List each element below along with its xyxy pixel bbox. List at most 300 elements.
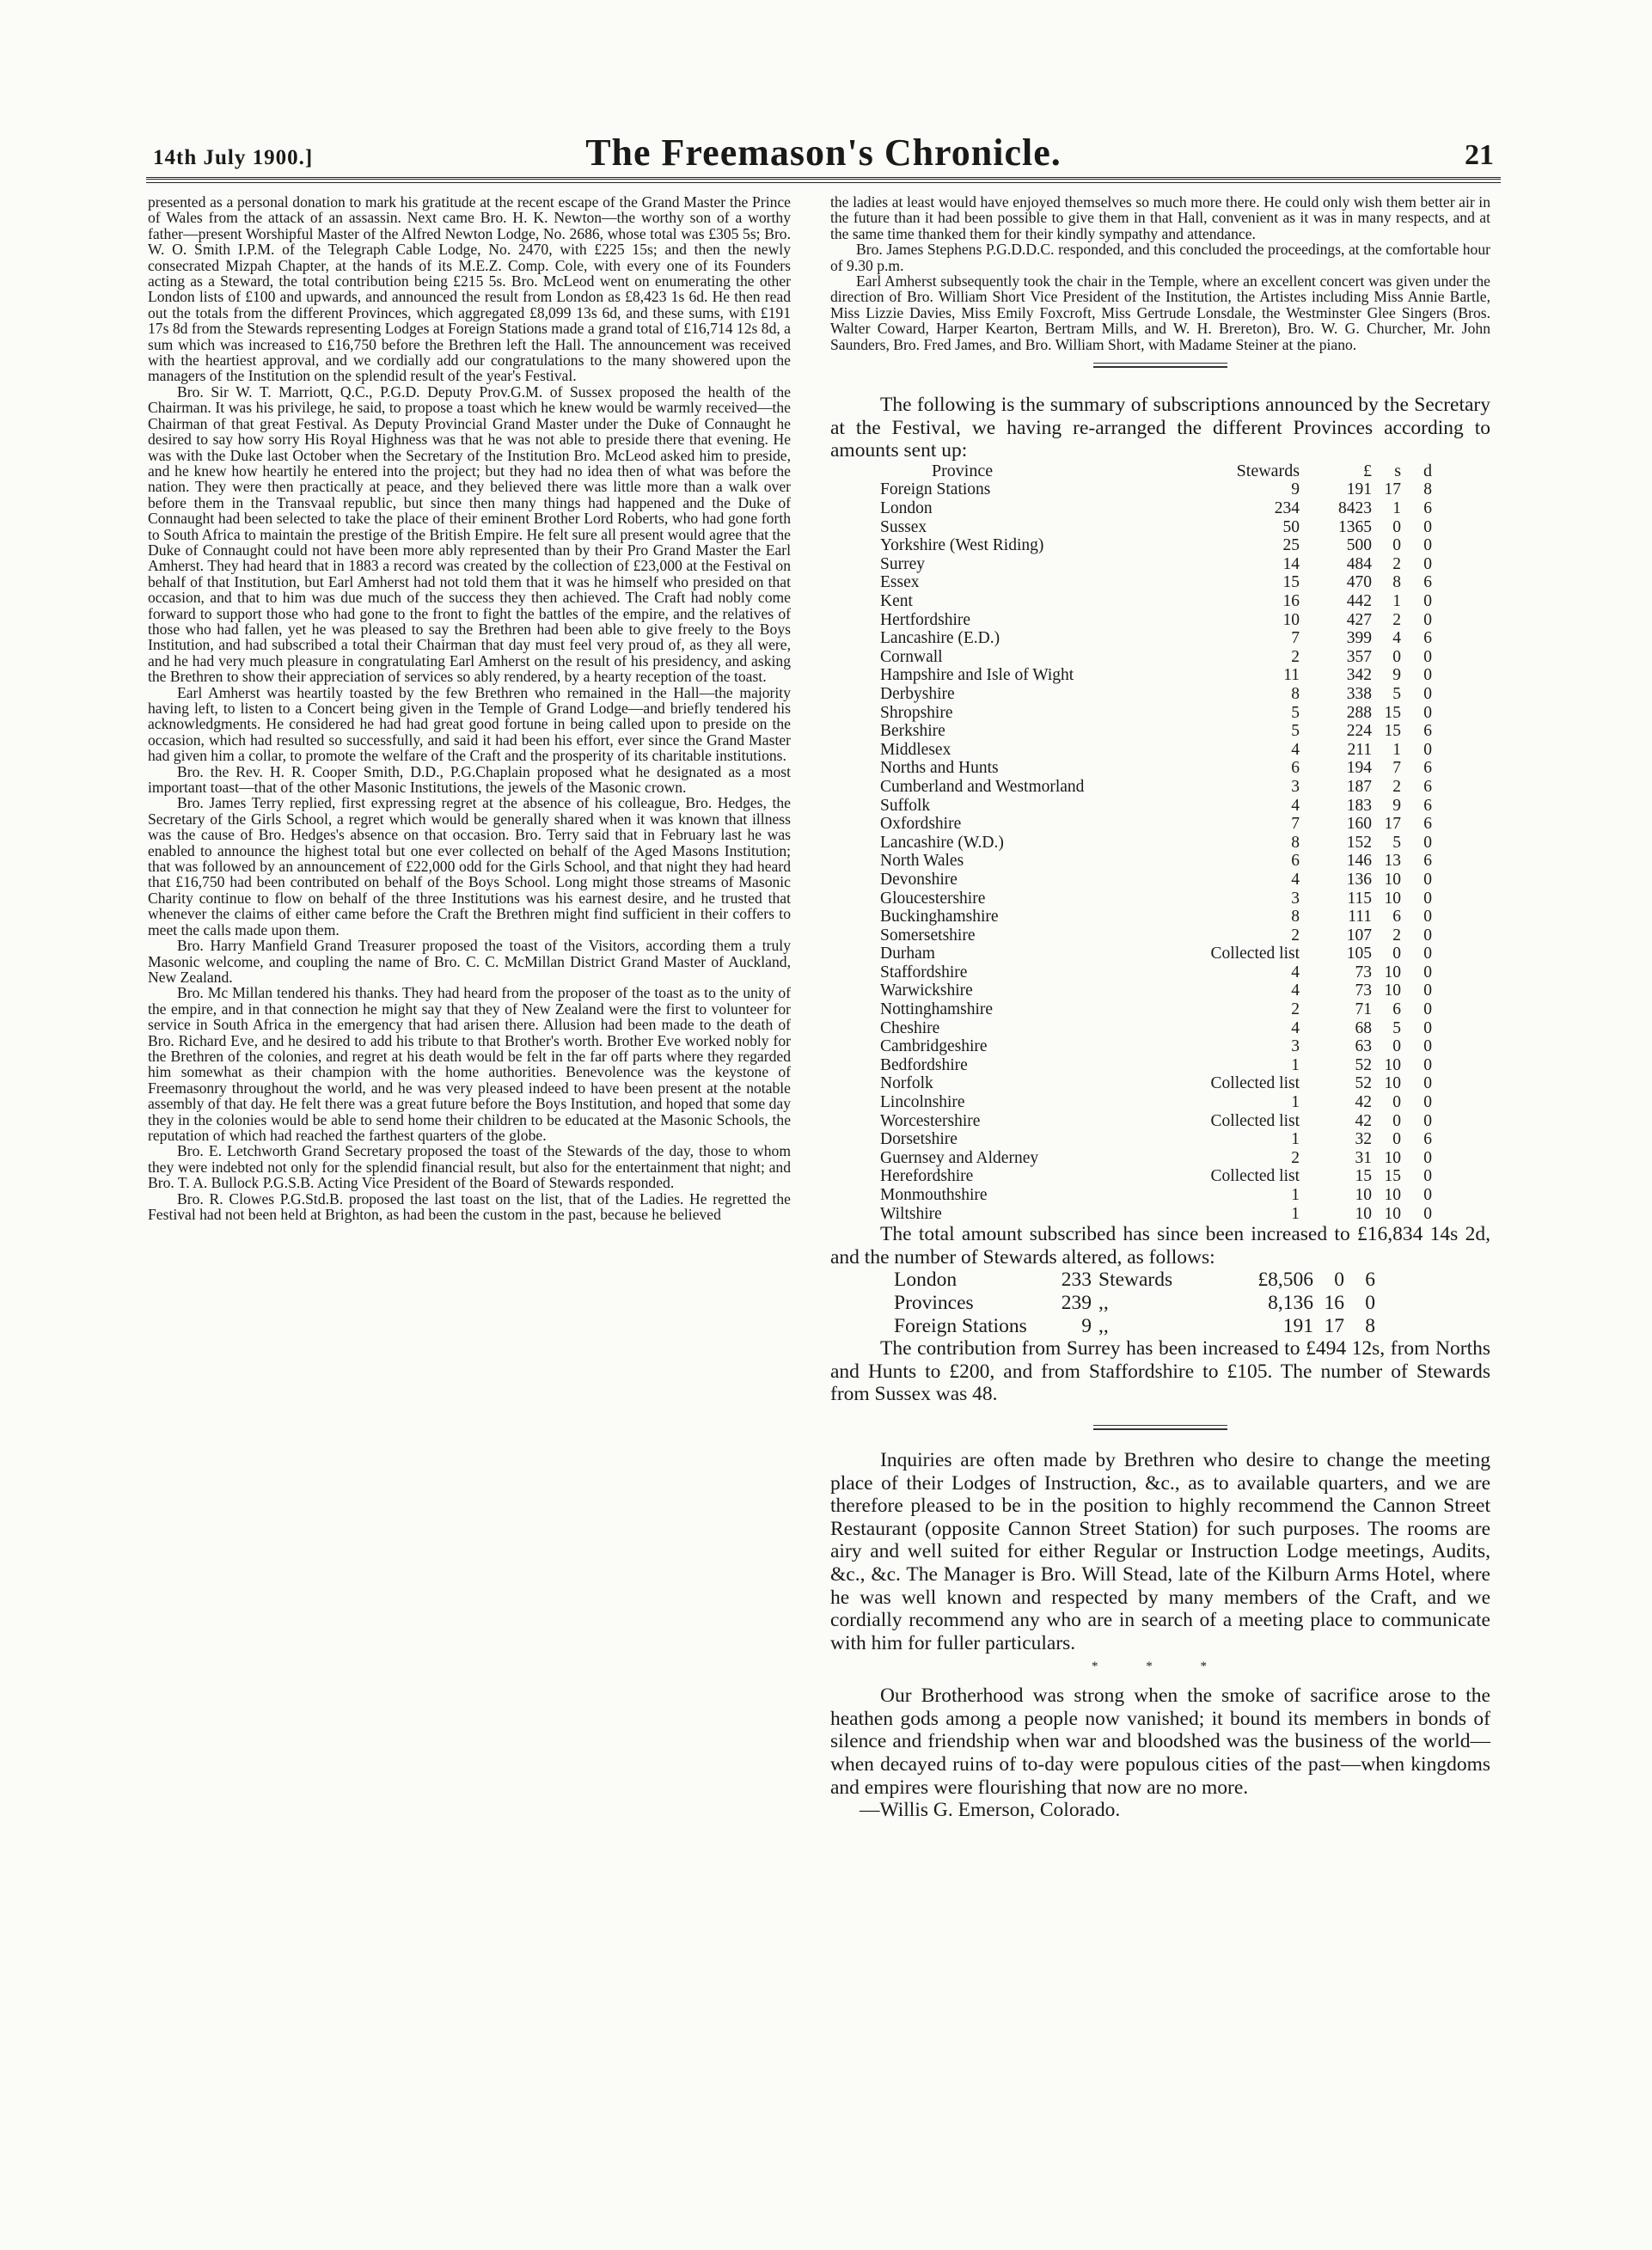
pounds-cell: 191 <box>1346 480 1372 499</box>
pence-cell: 8 <box>1423 480 1432 499</box>
subscription-row <box>880 797 1432 816</box>
header-shillings: s <box>1394 461 1401 480</box>
province-name: Durham <box>880 945 935 963</box>
summary-note-text: The contribution from Surrey has been increased to £494 12s, from Norths and Hunts to £200, and from Staffordshire to £105. The number of Stewards from Sussex was 48. <box>830 1337 1490 1406</box>
pence-cell: 0 <box>1423 1204 1432 1223</box>
article-paragraph: Earl Amherst was heartily toasted by the few Brethren who remained in the Hall—the majority having left, to listen to a Concert being given in the Temple of Grand Lodge—and briefly tendered his acknowledgments. He considered he had had great good fortune in being called upon to preside on the occasion, which had resulted so successfully, and said it had been his effort, ever since the Grand Master had given him a collar, to promote the welfare of the Craft and the prosperity of its charitable institutions. <box>148 683 791 765</box>
totals-unit: Stewards <box>1098 1269 1173 1292</box>
province-name: Gloucestershire <box>880 889 986 908</box>
pence-cell: 0 <box>1423 1037 1432 1056</box>
shillings-cell: 10 <box>1384 963 1401 981</box>
pounds-cell: 338 <box>1346 684 1372 703</box>
shillings-cell: 9 <box>1392 666 1401 685</box>
shillings-cell: 2 <box>1392 777 1401 796</box>
shillings-cell: 15 <box>1384 1167 1401 1186</box>
province-name: Middlesex <box>880 740 951 759</box>
article-paragraph: Bro. James Terry replied, first expressing regret at the absence of his colleague, Bro. Hedges, the Secretary of the Girls School, a regret which would be generally shared when it was known that illness was the cause of Bro. Hedges's absence on that occasion. Bro. Terry said that in February last he was enabled to announce the highest total but one ever collected on behalf of the Aged Masons Institution; that was followed by an announcement of £22,000 odd for the Girls School, and that night they had heard that £16,750 had been contributed on behalf of the Boys School. Long might those streams of Masonic Charity continue to flow on behalf of the three Institutions was his earnest desire, and he trusted that whenever the claims of either came before the Craft the Brethren might find sufficient in their coffers to meet the calls made upon them. <box>148 794 791 939</box>
shillings-cell: 9 <box>1392 796 1401 815</box>
pence-cell: 6 <box>1423 815 1432 834</box>
stewards-count: 50 <box>1282 517 1300 536</box>
pence-cell: 6 <box>1423 1130 1432 1149</box>
shillings-cell: 10 <box>1384 870 1401 889</box>
province-name: Hampshire and Isle of Wight <box>880 666 1074 685</box>
pounds-cell: 224 <box>1346 722 1372 741</box>
shillings-cell: 0 <box>1392 647 1401 666</box>
article-paragraph: Bro. James Stephens P.G.D.D.C. responded, and this concluded the proceedings, at the comfortable hour of 9.30 p.m. <box>830 241 1490 274</box>
pounds-cell: 288 <box>1346 703 1372 722</box>
province-name: Cornwall <box>880 647 943 666</box>
pence-cell: 6 <box>1423 499 1432 518</box>
totals-unit: ,, <box>1098 1314 1109 1337</box>
pounds-cell: 42 <box>1355 1093 1372 1112</box>
shillings-cell: 4 <box>1392 629 1401 648</box>
pounds-cell: 399 <box>1346 629 1372 648</box>
stewards-count: 5 <box>1291 722 1300 741</box>
stewards-count: 6 <box>1291 852 1300 871</box>
pence-cell: 0 <box>1423 610 1432 629</box>
stewards-count: Collected list <box>1210 945 1300 963</box>
stewards-count: 7 <box>1291 815 1300 834</box>
province-name: Lincolnshire <box>880 1093 965 1112</box>
pence-cell: 0 <box>1423 684 1432 703</box>
stewards-count: 2 <box>1291 647 1300 666</box>
province-name: Hertfordshire <box>880 610 971 629</box>
section-divider <box>1093 1425 1227 1430</box>
subscription-row <box>880 945 1432 963</box>
masthead-title: The Freemason's Chronicle. <box>585 131 1062 174</box>
shillings-cell: 1 <box>1392 592 1401 610</box>
shillings-cell: 10 <box>1384 889 1401 908</box>
province-name: Suffolk <box>880 796 931 815</box>
subscription-row <box>880 834 1432 853</box>
stewards-count: 1 <box>1291 1130 1300 1149</box>
shillings-cell: 0 <box>1392 1093 1401 1112</box>
summary-note <box>830 1337 1490 1406</box>
subscription-row <box>880 1093 1432 1112</box>
pence-cell: 6 <box>1423 777 1432 796</box>
subscription-row <box>880 741 1432 760</box>
totals-stewards: 233 <box>1061 1269 1092 1292</box>
province-name: Lancashire (W.D.) <box>880 833 1004 852</box>
subscription-row <box>880 1056 1432 1075</box>
article-paragraph: Earl Amherst subsequently took the chair in the Temple, where an excellent concert was given under the direction of Bro. William Short Vice President of the Institution, the Artistes including Miss Annie Bartle, Miss Lizzie Davies, Miss Emily Foxcroft, Miss Gertrude Lonsdale, the Westminster Glee Singers (Bros. Walter Coward, Harper Kearton, Bertram Mills, and W. H. Brereton), Bro. W. G. Churcher, Mr. John Saunders, Bro. Fred James, and Bro. William Short, with Madame Steiner at the piano. <box>830 272 1490 353</box>
pounds-cell: 15 <box>1355 1167 1372 1186</box>
subscription-row <box>880 871 1432 890</box>
pence-cell: 0 <box>1423 647 1432 666</box>
subscription-row <box>880 778 1432 797</box>
subscription-row <box>880 666 1432 685</box>
totals-unit: ,, <box>1098 1291 1109 1314</box>
shillings-cell: 17 <box>1384 815 1401 834</box>
pounds-cell: 111 <box>1348 908 1372 926</box>
pounds-cell: 211 <box>1347 740 1372 759</box>
stewards-count: 4 <box>1291 740 1300 759</box>
province-name: Guernsey and Alderney <box>880 1148 1039 1167</box>
shillings-cell: 17 <box>1384 480 1401 499</box>
article-paragraph: Bro. Mc Millan tendered his thanks. They had heard from the proposer of the toast as to the unity of the empire, and in that connection he might say that they of New Zealand were the first to volunteer for service in South Africa in the emergency that had arisen there. Allusion had been made to the death of Bro. Richard Eve, and he desired to add his tribute to that Brother's worth. Brother Eve worked nobly for the Brethren of the colonies, and regret at his death would be felt in the far off parts where they regarded him somewhat as their champion with the home authorities. Benevolence was the keystone of Freemasonry throughout the world, and he was very pleased indeed to have been present at the notable assembly of that day. He felt there was a great future before the Boys Institution, and hoped that some day they in the colonies would be able to send home their children to be educated at the Masonic Schools, the reputation of which had reached the farthest quarters of the globe. <box>148 984 791 1144</box>
subscription-row <box>880 1167 1432 1186</box>
stewards-count: 3 <box>1291 777 1300 796</box>
shillings-cell: 2 <box>1392 610 1401 629</box>
pence-cell: 0 <box>1423 592 1432 610</box>
header-pounds: £ <box>1363 461 1372 480</box>
pounds-cell: 10 <box>1355 1204 1372 1223</box>
stewards-count: 9 <box>1291 480 1300 499</box>
province-name: Cumberland and Westmorland <box>880 777 1085 796</box>
totals-stewards: 239 <box>1061 1291 1092 1314</box>
subscription-row <box>880 518 1432 537</box>
issue-date: 14th July 1900.] <box>153 146 314 169</box>
stewards-count: 1 <box>1291 1093 1300 1112</box>
subscription-row <box>880 1205 1432 1224</box>
table-header-row <box>880 462 1432 481</box>
pounds-cell: 73 <box>1355 981 1372 1000</box>
stewards-count: Collected list <box>1210 1167 1300 1186</box>
province-name: Kent <box>880 592 913 610</box>
subscription-row <box>880 759 1432 778</box>
section-divider <box>1093 363 1227 368</box>
province-name: Monmouthshire <box>880 1186 988 1204</box>
province-name: Yorkshire (West Riding) <box>880 536 1044 555</box>
pence-cell: 0 <box>1423 1074 1432 1093</box>
shillings-cell: 7 <box>1392 759 1401 778</box>
stewards-count: 15 <box>1282 573 1300 592</box>
totals-stewards: 9 <box>1081 1314 1092 1337</box>
shillings-cell: 2 <box>1392 926 1401 945</box>
pounds-cell: 183 <box>1346 796 1372 815</box>
stewards-count: 10 <box>1282 610 1300 629</box>
summary-intro: The following is the summary of subscriptions announced by the Secretary at the Festival, we having re-arranged the different Provinces according to amounts sent up: <box>830 394 1490 462</box>
subscription-row <box>880 1186 1432 1205</box>
pence-cell: 0 <box>1423 908 1432 926</box>
shillings-cell: 10 <box>1384 1204 1401 1223</box>
subscription-row <box>880 1000 1432 1019</box>
pounds-cell: 8423 <box>1338 499 1372 518</box>
stewards-count: Collected list <box>1210 1074 1300 1093</box>
quote-text: Our Brotherhood was strong when the smoke of sacrifice arose to the heathen gods among a people now vanished; it bound its members in bonds of silence and friendship when war and bloodshed was the business of the world—when decayed ruins of to-day were populous cities of the past—when kingdoms and empires were flourishing that now are no more. <box>830 1684 1490 1799</box>
subscription-row <box>880 555 1432 574</box>
stewards-count: 8 <box>1291 908 1300 926</box>
article-continuation <box>830 194 1490 352</box>
shillings-cell: 5 <box>1392 1018 1401 1037</box>
subscription-row <box>880 1037 1432 1056</box>
stewards-count: 1 <box>1291 1055 1300 1074</box>
pence-cell: 6 <box>1423 796 1432 815</box>
totals-row <box>894 1315 1375 1338</box>
stewards-count: 14 <box>1282 554 1300 573</box>
header-rule <box>146 177 1501 183</box>
pence-cell: 0 <box>1423 1167 1432 1186</box>
totals-shillings: 0 <box>1334 1269 1344 1292</box>
stewards-count: 16 <box>1282 592 1300 610</box>
pence-cell: 0 <box>1423 517 1432 536</box>
pence-cell: 0 <box>1423 1093 1432 1112</box>
province-name: Surrey <box>880 554 925 573</box>
pence-cell: 6 <box>1423 759 1432 778</box>
summary-after-text: The total amount subscribed has since been increased to £16,834 14s 2d, and the number of Stewards altered, as follows: <box>830 1223 1490 1269</box>
province-name: Cheshire <box>880 1018 940 1037</box>
page-header <box>153 131 1494 175</box>
totals-pence: 0 <box>1365 1291 1375 1314</box>
pence-cell: 0 <box>1423 1148 1432 1167</box>
stewards-count: Collected list <box>1210 1111 1300 1130</box>
subscription-row <box>880 592 1432 611</box>
article-paragraph: presented as a personal donation to mark his gratitude at the recent escape of the Grand Master the Prince of Wales from the attack of an assassin. Next came Bro. H. K. Newton—the worthy son of a worthy father—present Worshipful Master of the Alfred Newton Lodge, No. 2686, whose total was £305 5s; Bro. W. O. Smith I.P.M. of the Telegraph Cable Lodge, No. 2470, with £225 15s; and then the newly consecrated Mizpah Chapter, at the hands of its M.E.Z. Comp. Cole, with every one of its Founders acting as a Steward, the total contribution being £215 5s. Bro. McLeod went on enumerating the other London lists of £100 and upwards, and announced the result from London as £8,423 1s 6d. He then read out the totals from the different Provinces, which aggregated £8,099 13s 6d, and these sums, with £191 17s 8d from the Stewards representing Lodges at Foreign Stations made a grand total of £16,714 12s 8d, a sum which was increased to £16,750 before the Brethren left the Hall. The announcement was received with the heartiest approval, and we cordially add our congratulations to the many showered upon the managers of the Institution on the splendid result of the year's Festival. <box>148 193 791 385</box>
article-paragraph: Bro. E. Letchworth Grand Secretary proposed the toast of the Stewards of the day, those to whom they were indebted not only for the splendid financial result, but also for the entertainment that night; and Bro. T. A. Bullock P.G.S.B. Acting Vice President of the Board of Stewards responded. <box>148 1142 791 1192</box>
subscription-row <box>880 1019 1432 1038</box>
inquiries-text: Inquiries are often made by Brethren who desire to change the meeting place of their Lodges of Instruction, &c., as to available quarters, and we are therefore pleased to be in the position to highly recommend the Cannon Street Restaurant (opposite Cannon Street Station) for such purposes. The rooms are airy and well suited for either Regular or Instruction Lodge meetings, Audits, &c., &c. The Manager is Bro. Will Stead, late of the Kilburn Arms Hotel, where he was well known and respected by many members of the Craft, and we cordially recommend any who are in search of a meeting place to communicate with him for fuller particulars. <box>830 1448 1490 1654</box>
province-name: Sussex <box>880 517 927 536</box>
stewards-count: 11 <box>1283 666 1300 685</box>
totals-shillings: 17 <box>1324 1314 1344 1337</box>
totals-row <box>894 1269 1375 1292</box>
subscription-row <box>880 1074 1432 1093</box>
pence-cell: 0 <box>1423 870 1432 889</box>
shillings-cell: 10 <box>1384 1148 1401 1167</box>
province-name: Derbyshire <box>880 684 955 703</box>
totals-table <box>894 1269 1375 1337</box>
left-column <box>148 194 791 1222</box>
subscription-row <box>880 648 1432 667</box>
stewards-count: 4 <box>1291 963 1300 981</box>
province-name: Warwickshire <box>880 981 973 1000</box>
stewards-count: 3 <box>1291 889 1300 908</box>
province-name: North Wales <box>880 852 964 871</box>
pounds-cell: 342 <box>1346 666 1372 685</box>
pence-cell: 0 <box>1423 926 1432 945</box>
pounds-cell: 73 <box>1355 963 1372 981</box>
totals-label: Provinces <box>894 1291 974 1314</box>
shillings-cell: 0 <box>1392 1037 1401 1056</box>
shillings-cell: 0 <box>1392 945 1401 963</box>
province-name: Lancashire (E.D.) <box>880 629 1000 648</box>
pounds-cell: 187 <box>1346 777 1372 796</box>
stewards-count: 2 <box>1291 1148 1300 1167</box>
shillings-cell: 0 <box>1392 517 1401 536</box>
pounds-cell: 42 <box>1355 1111 1372 1130</box>
pounds-cell: 105 <box>1346 945 1372 963</box>
pence-cell: 0 <box>1423 703 1432 722</box>
pence-cell: 6 <box>1423 852 1432 871</box>
shillings-cell: 8 <box>1392 573 1401 592</box>
stewards-count: 6 <box>1291 759 1300 778</box>
stewards-count: 4 <box>1291 870 1300 889</box>
pounds-cell: 71 <box>1355 1000 1372 1019</box>
subscription-row <box>880 685 1432 704</box>
pence-cell: 0 <box>1423 1018 1432 1037</box>
totals-pounds: 8,136 <box>1268 1291 1313 1314</box>
subscription-row <box>880 611 1432 630</box>
province-name: Dorsetshire <box>880 1130 958 1149</box>
pounds-cell: 160 <box>1346 815 1372 834</box>
pounds-cell: 500 <box>1346 536 1372 555</box>
totals-pounds: 191 <box>1282 1314 1313 1337</box>
subscription-row <box>880 1149 1432 1168</box>
subscription-row <box>880 480 1432 499</box>
province-name: Oxfordshire <box>880 815 962 834</box>
totals-row <box>894 1292 1375 1315</box>
pence-cell: 0 <box>1423 740 1432 759</box>
shillings-cell: 15 <box>1384 703 1401 722</box>
subscription-row <box>880 573 1432 592</box>
pounds-cell: 470 <box>1346 573 1372 592</box>
header-province: Province <box>932 461 994 480</box>
shillings-cell: 10 <box>1384 1074 1401 1093</box>
subscription-row <box>880 890 1432 908</box>
pence-cell: 0 <box>1423 889 1432 908</box>
article-paragraph: Bro. Harry Manfield Grand Treasurer proposed the toast of the Visitors, according them a truly Masonic welcome, and coupling the name of Bro. C. C. McMillan District Grand Master of Auckland, New Zealand. <box>148 937 791 986</box>
stewards-count: 2 <box>1291 1000 1300 1019</box>
shillings-cell: 10 <box>1384 981 1401 1000</box>
summary-after <box>830 1223 1490 1269</box>
subscription-row <box>880 629 1432 648</box>
pounds-cell: 32 <box>1355 1130 1372 1149</box>
subscription-row <box>880 722 1432 741</box>
stewards-count: 5 <box>1291 703 1300 722</box>
subscription-row <box>880 499 1432 518</box>
shillings-cell: 6 <box>1392 908 1401 926</box>
province-name: Staffordshire <box>880 963 968 981</box>
totals-shillings: 16 <box>1324 1291 1344 1314</box>
pounds-cell: 63 <box>1355 1037 1372 1056</box>
province-name: Cambridgeshire <box>880 1037 988 1056</box>
header-stewards: Stewards <box>1236 461 1300 480</box>
stewards-count: 4 <box>1291 981 1300 1000</box>
pence-cell: 0 <box>1423 1000 1432 1019</box>
pounds-cell: 68 <box>1355 1018 1372 1037</box>
shillings-cell: 5 <box>1392 833 1401 852</box>
stewards-count: 1 <box>1291 1186 1300 1204</box>
subscription-row <box>880 852 1432 871</box>
pounds-cell: 52 <box>1355 1055 1372 1074</box>
pence-cell: 0 <box>1423 1186 1432 1204</box>
pence-cell: 0 <box>1423 963 1432 981</box>
pence-cell: 0 <box>1423 666 1432 685</box>
pence-cell: 0 <box>1423 945 1432 963</box>
subscription-row <box>880 963 1432 982</box>
header-pence: d <box>1423 461 1432 480</box>
shillings-cell: 1 <box>1392 740 1401 759</box>
article-paragraph: Bro. Sir W. T. Marriott, Q.C., P.G.D. Deputy Prov.G.M. of Sussex proposed the health of the Chairman. It was his privilege, he said, to propose a toast which he knew would be warmly received—the Chairman of that great Festival. As Deputy Provincial Grand Master under the Duke of Connaught he desired to say how sorry His Royal Highness was that he was not able to preside there that evening. He was with the Duke last October when the Secretary of the Institution Bro. McLeod asked him to preside, and he knew how heartily he entered into the project; but they had no idea then of what was before the nation. They were then practically at peace, and they believed there was little more than a walk over before them in the Transvaal republic, but since then many things had happened and the Duke of Connaught had been selected to take the place of their eminent Brother Lord Roberts, who had gone forth to South Africa to maintain the prestige of the British Empire. He felt sure all present would agree that the Duke of Connaught could not have been more ably represented than by their Pro Grand Master the Earl Amherst. They had heard that in 1883 a record was created by the collection of £23,000 at the Festival on behalf of that Institution, but Earl Amherst had not told them that it was he himself who presided on that occasion, and that to him was due much of the success they then achieved. The Craft had nobly come forward to support those who had gone to the front to fight the battles of the empire, and the relatives of those who had fallen, yet he was pleased to say the Brethren had been able to give freely to the Boys Institution, and had subscribed a total their Chairman that day must feel very proud of, as they all were, and he had very much pleasure in congratulating Earl Amherst on the result of his presidency, and asking the Brethren to show their appreciation of services so ably rendered, by a hearty reception of the toast. <box>148 382 791 686</box>
shillings-cell: 15 <box>1384 722 1401 741</box>
shillings-cell: 10 <box>1384 1186 1401 1204</box>
pounds-cell: 146 <box>1346 852 1372 871</box>
shillings-cell: 0 <box>1392 1111 1401 1130</box>
totals-label: Foreign Stations <box>894 1314 1027 1337</box>
province-name: Norfolk <box>880 1074 933 1093</box>
stewards-count: 25 <box>1282 536 1300 555</box>
subscription-row <box>880 926 1432 945</box>
pence-cell: 0 <box>1423 1055 1432 1074</box>
pence-cell: 0 <box>1423 833 1432 852</box>
quote-section <box>830 1684 1490 1822</box>
province-name: Nottinghamshire <box>880 1000 994 1019</box>
pence-cell: 0 <box>1423 554 1432 573</box>
totals-pounds: £8,506 <box>1257 1269 1313 1292</box>
inquiries-section <box>830 1449 1490 1654</box>
stewards-count: 234 <box>1274 499 1300 518</box>
province-name: Buckinghamshire <box>880 908 999 926</box>
summary-section <box>830 394 1490 462</box>
subscriptions-table <box>880 462 1432 1223</box>
province-name: Herefordshire <box>880 1167 974 1186</box>
quote-attribution: —Willis G. Emerson, Colorado. <box>860 1799 1121 1822</box>
province-name: Devonshire <box>880 870 958 889</box>
stewards-count: 7 <box>1291 629 1300 648</box>
province-name: Somersetshire <box>880 926 976 945</box>
right-column <box>830 194 1490 1822</box>
stewards-count: 4 <box>1291 796 1300 815</box>
pounds-cell: 484 <box>1346 554 1372 573</box>
pounds-cell: 107 <box>1346 926 1372 945</box>
totals-pence: 6 <box>1365 1269 1375 1292</box>
subscription-row <box>880 981 1432 1000</box>
shillings-cell: 0 <box>1392 1130 1401 1149</box>
totals-pence: 8 <box>1365 1314 1375 1337</box>
province-name: London <box>880 499 933 518</box>
shillings-cell: 2 <box>1392 554 1401 573</box>
article-paragraph: the ladies at least would have enjoyed themselves so much more there. He could only wish them better air in the future than it had been possible to give them in that Hall, convenient as it was in many respects, and at the same time thanked them for their kindly sympathy and attendance. <box>830 193 1490 242</box>
pounds-cell: 52 <box>1355 1074 1372 1093</box>
subscription-row <box>880 536 1432 555</box>
pence-cell: 6 <box>1423 722 1432 741</box>
subscription-row <box>880 908 1432 926</box>
stewards-count: 8 <box>1291 684 1300 703</box>
province-name: Shropshire <box>880 703 953 722</box>
province-name: Foreign Stations <box>880 480 991 499</box>
subscription-row <box>880 1130 1432 1149</box>
article-paragraph: Bro. the Rev. H. R. Cooper Smith, D.D., P.G.Chaplain proposed what he designated as a most important toast—that of the other Masonic Institutions, the jewels of the Masonic crown. <box>148 762 791 797</box>
article-paragraph: Bro. R. Clowes P.G.Std.B. proposed the last toast on the list, that of the Ladies. He regretted the Festival had not been held at Brighton, as had been the custom in the past, because he believed <box>148 1189 791 1223</box>
province-name: Bedfordshire <box>880 1055 968 1074</box>
pounds-cell: 115 <box>1347 889 1372 908</box>
pounds-cell: 442 <box>1346 592 1372 610</box>
province-name: Berkshire <box>880 722 945 741</box>
pounds-cell: 357 <box>1346 647 1372 666</box>
pounds-cell: 31 <box>1355 1148 1372 1167</box>
shillings-cell: 6 <box>1392 1000 1401 1019</box>
stewards-count: 1 <box>1291 1204 1300 1223</box>
pounds-cell: 10 <box>1355 1186 1372 1204</box>
pence-cell: 0 <box>1423 981 1432 1000</box>
subscription-row <box>880 704 1432 723</box>
pence-cell: 0 <box>1423 1111 1432 1130</box>
province-name: Worcestershire <box>880 1111 981 1130</box>
stewards-count: 2 <box>1291 926 1300 945</box>
pence-cell: 6 <box>1423 573 1432 592</box>
province-name: Essex <box>880 573 920 592</box>
shillings-cell: 13 <box>1384 852 1401 871</box>
stewards-count: 3 <box>1291 1037 1300 1056</box>
page-number: 21 <box>1465 139 1494 171</box>
pence-cell: 0 <box>1423 536 1432 555</box>
pounds-cell: 152 <box>1346 833 1372 852</box>
stewards-count: 4 <box>1291 1018 1300 1037</box>
province-name: Wiltshire <box>880 1204 942 1223</box>
pounds-cell: 194 <box>1346 759 1372 778</box>
subscription-row <box>880 815 1432 834</box>
shillings-cell: 0 <box>1392 536 1401 555</box>
shillings-cell: 10 <box>1384 1055 1401 1074</box>
shillings-cell: 1 <box>1392 499 1401 518</box>
shillings-cell: 5 <box>1392 684 1401 703</box>
pounds-cell: 427 <box>1346 610 1372 629</box>
province-name: Norths and Hunts <box>880 759 999 778</box>
subscription-row <box>880 1112 1432 1131</box>
stewards-count: 8 <box>1291 833 1300 852</box>
stars-divider: * * * <box>1092 1660 1229 1674</box>
totals-label: London <box>894 1269 958 1292</box>
